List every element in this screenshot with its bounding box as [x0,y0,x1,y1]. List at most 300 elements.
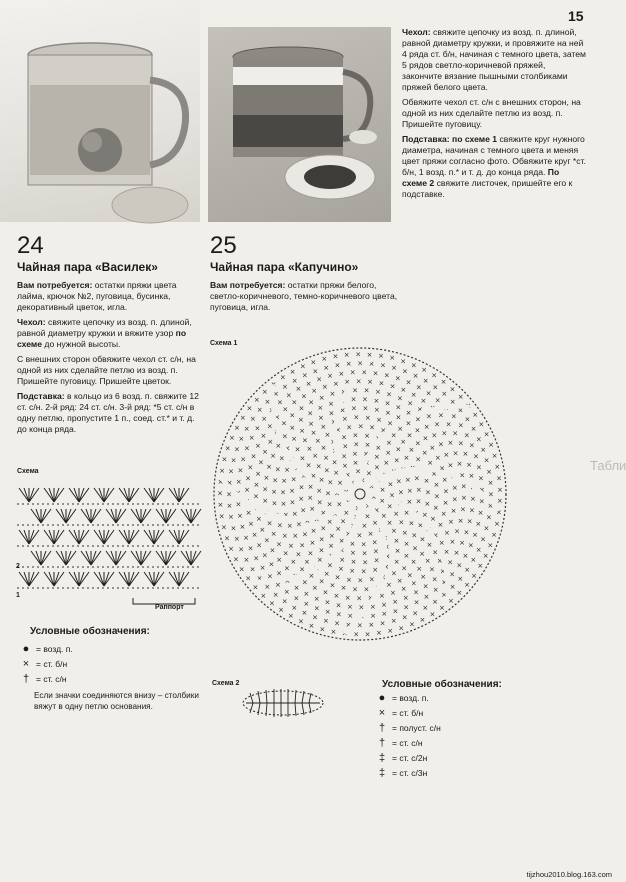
single-crochet-mark: × [379,361,386,370]
scheme2-ref: По схеме 2 [402,167,560,188]
single-crochet-mark: × [364,431,370,440]
shell-stitch [181,551,201,565]
single-crochet-mark: × [256,574,263,583]
shell-stitch [19,530,39,544]
shell-stitch [19,488,39,502]
single-crochet-mark: × [271,487,277,496]
single-crochet-mark: × [299,541,306,550]
single-crochet-mark: × [256,406,263,415]
single-crochet-mark: × [394,547,401,556]
single-crochet-mark: × [332,352,339,361]
single-crochet-mark: × [276,540,283,549]
center-ring [355,489,365,499]
single-crochet-mark: × [285,391,292,400]
single-crochet-mark: × [397,424,404,433]
single-crochet-mark: × [373,453,380,462]
double-crochet-icon: † [22,672,30,685]
single-crochet-mark: × [329,581,336,590]
single-crochet-mark: × [394,374,401,383]
single-crochet-mark: × [221,455,228,464]
single-crochet-mark: × [480,535,486,544]
legend-text: = возд. п. [36,643,73,654]
single-crochet-mark: × [264,397,271,406]
single-crochet-mark: × [406,498,413,507]
single-crochet-mark: × [298,483,305,492]
single-crochet-mark: × [400,584,407,593]
single-crochet-mark: × [244,444,250,453]
single-crochet-mark: × [321,355,328,364]
single-crochet-mark: × [373,406,380,415]
single-crochet-mark: × [368,360,375,369]
shell-stitch [169,572,189,586]
single-crochet-mark: × [449,538,456,547]
single-crochet-mark: × [264,583,271,592]
single-crochet-mark: × [233,535,240,544]
single-crochet-mark: × [384,552,391,561]
single-crochet-mark: × [442,498,449,507]
single-crochet-mark: × [233,555,239,564]
single-crochet-mark: × [457,439,464,448]
single-crochet-mark: × [276,555,283,564]
single-crochet-mark: × [411,531,418,540]
single-crochet-mark: × [323,569,330,578]
single-crochet-mark: × [447,461,454,470]
single-crochet-mark: × [281,532,288,541]
single-crochet-mark: × [393,558,400,567]
footer-watermark: tijzhou2010.blog.163.com [526,870,612,879]
single-crochet-mark: × [307,482,314,491]
single-crochet-mark: × [425,412,432,421]
single-crochet-mark: × [327,561,333,570]
single-crochet-mark: × [328,400,334,409]
single-crochet-mark: × [363,585,370,594]
single-crochet-mark: × [389,354,396,363]
single-crochet-mark: × [228,545,235,554]
single-crochet-mark: × [335,525,342,534]
single-crochet-mark: × [291,376,298,385]
single-crochet-mark: × [260,431,267,440]
single-crochet-mark: × [478,486,485,495]
single-crochet-mark: × [438,411,444,420]
single-crochet-mark: × [469,494,476,503]
single-crochet-mark: × [308,621,315,630]
legend-text: = ст. б/н [36,658,68,669]
shell-stitch [106,509,126,523]
single-crochet-mark: × [422,582,429,591]
single-crochet-mark: × [363,459,370,468]
leaf-text: свяжите листочек, пришейте его к подставке. [402,178,573,199]
single-crochet-mark: × [334,489,340,498]
single-crochet-mark: × [441,590,448,599]
single-crochet-mark: × [217,500,224,509]
single-crochet-mark: × [367,530,374,539]
single-crochet-mark: × [374,475,381,484]
single-crochet-mark: × [386,390,393,399]
legend-title-24: Условные обозначения: [30,626,150,637]
single-crochet-mark: × [373,506,380,515]
single-crochet-mark: × [352,449,358,458]
single-crochet-mark: × [253,554,260,563]
single-crochet-mark: × [235,477,242,486]
single-crochet-mark: × [369,423,376,432]
single-crochet-mark: × [294,464,301,473]
single-crochet-mark: × [282,549,289,558]
single-crochet-mark: × [363,449,370,458]
single-crochet-mark: × [417,521,424,530]
single-crochet-mark: × [320,444,327,453]
single-crochet-mark: × [449,385,456,394]
single-crochet-mark: × [384,409,391,418]
single-crochet-icon: × [22,657,30,670]
single-crochet-mark: × [289,498,296,507]
single-crochet-mark: × [362,404,369,413]
single-crochet-mark: × [447,558,454,567]
single-crochet-mark: × [421,448,428,457]
shell-stitch [69,572,89,586]
single-crochet-mark: × [321,383,328,392]
single-crochet-mark: × [329,390,336,399]
single-crochet-mark: × [471,571,477,580]
single-crochet-mark: × [370,611,376,620]
single-crochet-mark: × [324,430,331,439]
single-crochet-mark: × [431,469,438,478]
single-crochet-mark: × [440,378,447,387]
single-crochet-mark: × [364,413,371,422]
legend-item [20,656,210,671]
chain-symbol-icon: ● [378,691,386,704]
single-crochet-mark: × [383,543,390,552]
coaster-label: Подставка: по схеме 1 [402,134,498,144]
single-crochet-mark: × [248,520,254,529]
single-crochet-mark: × [311,584,318,593]
shell-stitch [44,530,64,544]
cover-text-24: свяжите цепочку из возд. п. длиной, равной диаметру кружки и вяжите узор [17,317,192,338]
single-crochet-mark: × [383,371,390,380]
shell-stitch [169,488,189,502]
single-crochet-mark: × [270,530,277,539]
single-crochet-mark: × [278,454,285,463]
single-crochet-mark: × [432,383,439,392]
single-crochet-mark: × [278,606,285,615]
single-crochet-mark: × [314,437,321,446]
single-crochet-mark: × [373,547,379,556]
single-crochet-mark: × [362,395,368,404]
single-crochet-mark: × [292,572,299,581]
single-crochet-mark: × [247,544,254,553]
single-crochet-mark: × [374,583,381,592]
single-crochet-mark: × [496,474,503,483]
single-crochet-mark: × [353,630,360,639]
single-crochet-mark: × [345,359,352,368]
single-crochet-mark: × [472,410,479,419]
single-crochet-mark: × [234,445,240,454]
single-crochet-mark: × [386,580,392,589]
single-crochet-mark: × [361,549,368,558]
single-crochet-mark: × [355,467,361,476]
single-crochet-mark: × [352,458,359,467]
project-24-title: Чайная пара «Василек» [17,260,158,274]
single-crochet-mark: × [266,572,273,581]
single-crochet-mark: × [341,433,347,442]
single-crochet-mark: × [452,449,459,458]
single-crochet-mark: × [496,497,503,506]
single-crochet-mark: × [423,422,430,431]
single-crochet-mark: × [318,393,325,402]
single-crochet-mark: × [272,390,279,399]
single-crochet-mark: × [367,377,374,386]
single-crochet-mark: × [443,528,450,537]
single-crochet-mark: × [296,520,302,529]
single-crochet-mark: × [375,443,382,452]
single-crochet-mark: × [299,426,305,435]
single-crochet-mark: × [387,419,393,428]
single-crochet-mark: × [475,435,482,444]
single-crochet-mark: × [266,422,273,431]
vasilek-instructions [17,280,205,439]
coaster-text-24: в кольцо из 6 возд. п. свяжите 12 ст. с/н. 2-й ряд: 24 ст. с/н. 3-й ряд: *5 ст. с/н в одну петлю, пропустите 1 п., соед. ст.* и т. д. до конца ряда. [17,391,199,434]
single-crochet-mark: × [364,512,371,521]
scheme2-label: Схема 2 [212,680,240,687]
single-crochet-mark: × [465,401,472,410]
single-crochet-mark: × [420,573,427,582]
single-crochet-mark: × [283,564,290,573]
single-crochet-mark: × [464,565,471,574]
single-crochet-mark: × [441,429,448,438]
legend-note-24: Если значки соединяются внизу – столбики вяжут в одну петлю основания. [34,691,199,711]
single-crochet-mark: × [291,398,298,407]
single-crochet-mark: × [318,546,325,555]
single-crochet-mark: × [312,452,319,461]
treble-crochet-icon: ‡ [378,751,386,764]
single-crochet-mark: × [437,521,444,530]
single-crochet-mark: × [409,463,416,472]
single-crochet-mark: × [423,476,430,485]
single-crochet-mark: × [350,521,357,530]
single-crochet-mark: × [390,617,397,626]
single-crochet-mark: × [275,580,281,589]
single-crochet-mark: × [369,602,376,611]
single-crochet-mark: × [343,351,350,360]
single-crochet-mark: × [284,444,291,453]
single-crochet-mark: × [245,474,252,483]
single-crochet-mark: × [235,489,241,498]
single-crochet-mark: × [344,378,351,387]
single-crochet-mark: × [352,585,358,594]
single-crochet-mark: × [224,534,231,543]
single-crochet-mark: × [307,409,314,418]
single-crochet-mark: × [297,416,304,425]
bleed-through-text: Табли [590,458,626,473]
single-crochet-mark: × [443,548,450,557]
single-crochet-mark: × [390,589,396,598]
single-crochet-mark: × [323,616,329,625]
single-crochet-mark: × [348,479,355,488]
single-crochet-mark: × [374,463,380,472]
single-crochet-mark: × [328,531,335,540]
single-crochet-mark: × [398,624,405,633]
single-crochet-mark: × [431,575,438,584]
single-crochet-mark: × [395,445,402,454]
single-crochet-mark: × [478,497,485,506]
single-crochet-mark: × [253,503,260,512]
single-crochet-mark: × [353,413,360,422]
single-crochet-mark: × [383,562,390,571]
single-crochet-mark: × [434,492,440,501]
single-crochet-mark: × [483,430,490,439]
single-crochet-mark: × [346,603,353,612]
single-crochet-mark: × [247,463,254,472]
half-double-crochet-icon: † [378,721,386,734]
single-crochet-mark: × [353,513,360,522]
kapuchino-instructions [402,27,586,204]
needs-label-25: Вам потребуется: [210,280,286,290]
single-crochet-mark: × [486,513,492,522]
single-crochet-mark: × [253,492,259,501]
single-crochet-mark: × [311,387,318,396]
shell-stitch [56,551,76,565]
single-crochet-mark: × [259,526,266,535]
single-crochet-mark: × [304,558,310,567]
single-crochet-mark: × [400,465,407,474]
shell-stitch [181,509,201,523]
single-crochet-mark: × [358,612,365,621]
single-crochet-mark: × [344,471,351,480]
single-crochet-mark: × [464,415,471,424]
single-crochet-mark: × [361,522,368,531]
single-crochet-mark: × [303,600,310,609]
single-crochet-mark: × [483,456,490,465]
single-crochet-mark: × [385,439,392,448]
single-crochet-mark: × [434,396,441,405]
single-crochet-mark: × [409,620,415,629]
single-crochet-mark: × [431,431,438,440]
single-crochet-mark: × [363,386,370,395]
single-crochet-mark: × [439,567,446,576]
single-crochet-mark: × [344,593,351,602]
single-crochet-mark: × [422,434,429,443]
single-crochet-mark: × [486,467,492,476]
single-crochet-mark: × [272,476,279,485]
single-crochet-mark: × [355,350,362,359]
single-crochet-mark: × [279,373,286,382]
single-crochet-mark: × [289,423,296,432]
single-crochet-mark: × [313,594,320,603]
single-crochet-mark: × [377,525,384,534]
needs-text-24: остатки пряжи цвета лайма, крючок №2, пуговица, бусинка, декоративный цветок, игла. [17,280,177,312]
single-crochet-mark: × [291,509,298,518]
single-crochet-mark: × [386,518,393,527]
single-crochet-mark: × [310,429,317,438]
single-crochet-mark: × [487,479,494,488]
single-crochet-mark: × [495,508,502,517]
single-crochet-mark: × [414,426,421,435]
single-crochet-mark: × [432,503,439,512]
double-treble-crochet-icon: ‡ [378,766,386,779]
single-crochet-mark: × [439,464,445,473]
single-crochet-mark: × [415,485,422,494]
single-crochet-mark: × [475,546,482,555]
single-crochet-mark: × [357,422,364,431]
single-crochet-mark: × [340,517,346,526]
single-crochet-mark: × [302,436,308,445]
single-crochet-mark: × [341,629,348,638]
single-crochet-mark: × [276,521,283,530]
single-crochet-mark: × [217,489,223,498]
single-crochet-mark: × [280,499,287,508]
single-crochet-mark: × [410,361,417,370]
single-crochet-mark: × [457,393,464,402]
single-crochet-mark: × [436,557,443,566]
single-crochet-mark: × [432,597,438,606]
shell-stitch [94,572,114,586]
single-crochet-mark: × [228,434,235,443]
single-crochet-mark: × [432,548,439,557]
single-crochet-mark: × [408,519,415,528]
single-crochet-mark: × [423,592,430,601]
single-crochet-mark: × [228,467,234,476]
single-crochet-mark: × [401,528,408,537]
legend-text: = ст. б/н [392,707,424,718]
single-crochet-mark: × [416,405,423,414]
single-crochet-mark: × [441,578,448,587]
leaf-chart [238,683,328,723]
single-crochet-mark: × [262,447,269,456]
shell-stitch [94,530,114,544]
single-crochet-mark: × [306,445,313,454]
single-crochet-mark: × [487,541,494,550]
single-crochet-mark: × [440,510,447,519]
single-crochet-mark: × [323,363,330,372]
single-crochet-mark: × [447,439,454,448]
single-crochet-mark: × [299,362,306,371]
single-crochet-mark: × [233,423,240,432]
single-crochet-mark: × [476,463,482,472]
single-crochet-mark: × [301,609,308,618]
single-crochet-mark: × [349,539,356,548]
vasilek-stitch-chart [15,480,205,610]
single-crochet-mark: × [316,556,323,565]
single-crochet-mark: × [443,450,450,459]
single-crochet-mark: × [451,495,458,504]
single-crochet-mark: × [333,591,340,600]
shell-stitch [169,530,189,544]
single-crochet-mark: × [295,550,302,559]
single-crochet-mark: × [391,527,397,536]
coaster-label-24: Подставка: [17,391,65,401]
single-crochet-mark: × [269,546,276,555]
single-crochet-mark: × [282,383,288,392]
single-crochet-mark: × [434,453,441,462]
single-crochet-mark: × [326,518,333,527]
single-crochet-mark: × [238,434,245,443]
single-crochet-mark: × [379,485,386,494]
single-crochet-mark: × [298,404,305,413]
single-crochet-mark: × [400,437,407,446]
single-crochet-mark: × [421,511,428,520]
single-crochet-mark: × [488,441,494,450]
single-crochet-mark: × [470,425,477,434]
single-crochet-mark: × [421,366,428,375]
single-crochet-mark: × [410,391,417,400]
single-crochet-mark: × [356,531,363,540]
single-crochet-mark: × [453,549,460,558]
single-crochet-mark: × [310,526,317,535]
single-crochet-mark: × [384,399,391,408]
single-crochet-mark: × [333,469,340,478]
single-crochet-mark: × [251,531,258,540]
single-crochet-mark: × [408,446,415,455]
single-crochet-mark: × [406,431,413,440]
